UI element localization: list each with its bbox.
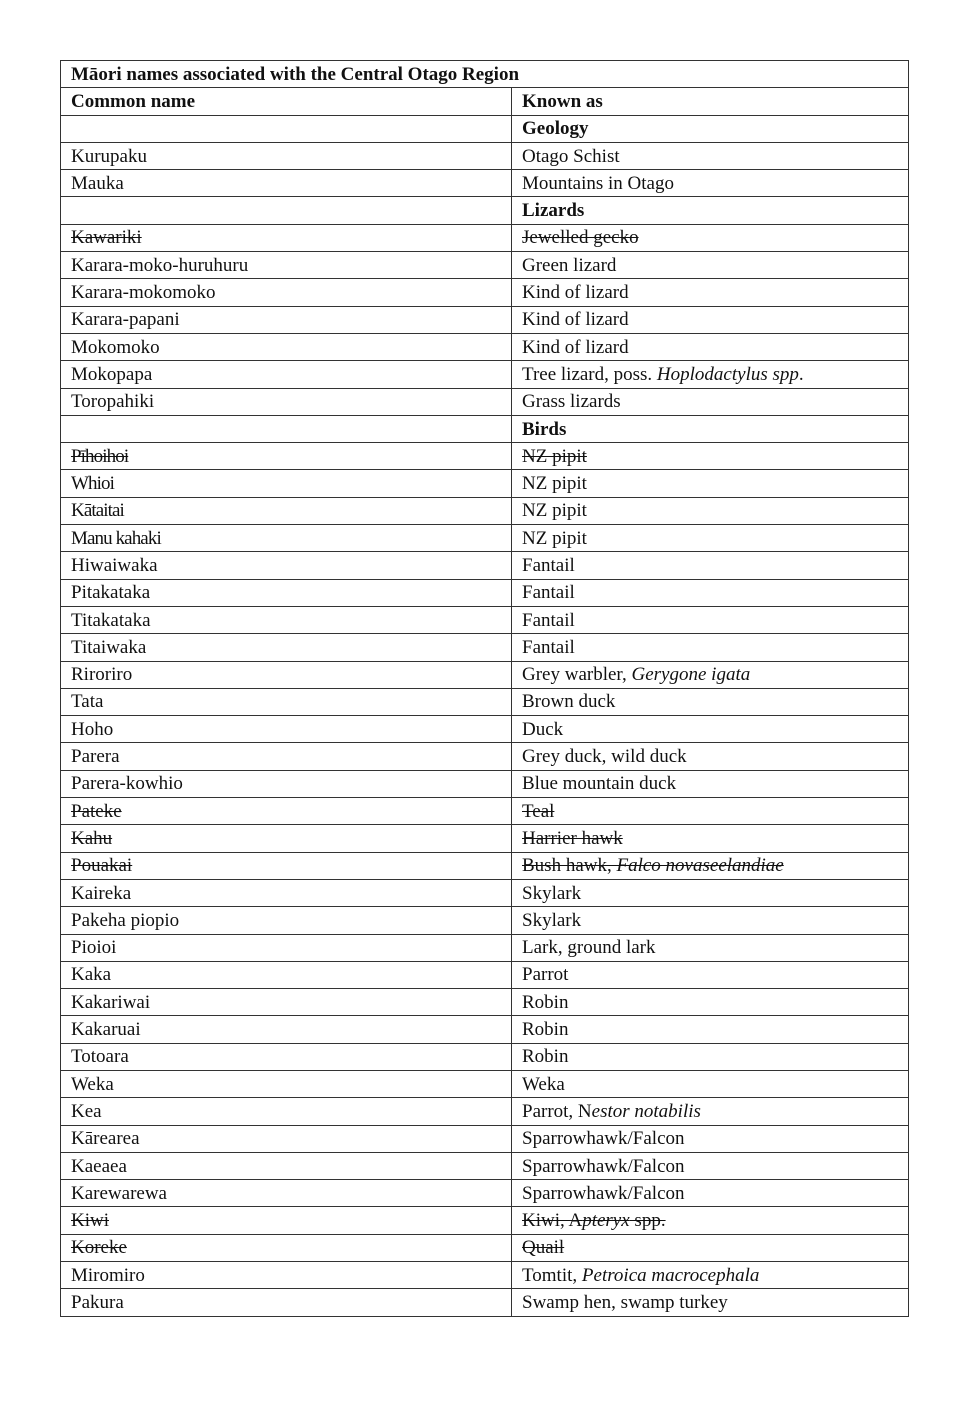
section-blank-cell: [61, 415, 512, 442]
table-row: [61, 770, 909, 797]
known-as-cell: [512, 634, 909, 661]
common-name-cell: Mokomoko: [61, 333, 512, 360]
table-row: [61, 224, 909, 251]
title-row: [61, 61, 909, 88]
section-row: [61, 415, 909, 442]
header-common-name: Common name: [61, 88, 512, 115]
known-as-cell: [512, 961, 909, 988]
known-as-cell: [512, 606, 909, 633]
known-as-cell: [512, 579, 909, 606]
scientific-name: Hoplodactylus spp: [656, 363, 799, 385]
known-as-cell: [512, 879, 909, 906]
known-as-text: Kind of lizard: [522, 282, 629, 304]
common-name-cell: Hiwaiwaka: [61, 552, 512, 579]
table-row: [61, 170, 909, 197]
table-row: [61, 1180, 909, 1207]
table-row: [61, 743, 909, 770]
table-row: [61, 361, 909, 388]
table-row: [61, 606, 909, 633]
known-as-text: NZ pipit: [522, 445, 587, 467]
known-as-text: Grey warbler,: [522, 664, 632, 686]
known-as-cell: [512, 525, 909, 552]
section-row: [61, 115, 909, 142]
scientific-name: Gerygone igata: [631, 664, 751, 686]
known-as-cell: [512, 825, 909, 852]
common-name-cell: Tata: [61, 688, 512, 715]
common-name-cell: Karara-papani: [61, 306, 512, 333]
table-row: [61, 879, 909, 906]
known-as-text: .: [798, 363, 804, 385]
known-as-cell: [512, 989, 909, 1016]
common-name-cell: Kahu: [61, 825, 512, 852]
common-name-cell: Pateke: [61, 798, 512, 825]
known-as-text: Quail: [522, 1237, 565, 1259]
common-name-cell: Koreke: [61, 1234, 512, 1261]
common-name-cell: Weka: [61, 1070, 512, 1097]
known-as-cell: [512, 361, 909, 388]
known-as-cell: [512, 1125, 909, 1152]
table-row: [61, 1207, 909, 1234]
table-row: [61, 1016, 909, 1043]
table-row: [61, 716, 909, 743]
known-as-cell: [512, 388, 909, 415]
common-name-cell: Titaiwaka: [61, 634, 512, 661]
known-as-text: Duck: [522, 718, 564, 740]
known-as-cell: [512, 552, 909, 579]
known-as-text: Fantail: [522, 636, 575, 658]
known-as-text: Robin: [522, 1046, 569, 1068]
known-as-text: Grass lizards: [522, 391, 621, 413]
common-name-cell: Kawariki: [61, 224, 512, 251]
header-row: [61, 88, 909, 115]
known-as-cell: [512, 907, 909, 934]
known-as-cell: [512, 1262, 909, 1289]
common-name-cell: Pitakataka: [61, 579, 512, 606]
known-as-text: NZ pipit: [522, 500, 587, 522]
known-as-text: Parrot: [522, 964, 569, 986]
known-as-cell: [512, 1180, 909, 1207]
table-row: [61, 688, 909, 715]
known-as-cell: [512, 1070, 909, 1097]
known-as-text: Robin: [522, 1019, 569, 1041]
common-name-cell: Pakeha piopio: [61, 907, 512, 934]
header-known-as: Known as: [512, 88, 909, 115]
known-as-text: Skylark: [522, 882, 582, 904]
common-name-cell: Toropahiki: [61, 388, 512, 415]
table-row: [61, 989, 909, 1016]
common-name-cell: Kea: [61, 1098, 512, 1125]
known-as-cell: [512, 1016, 909, 1043]
section-heading: Geology: [512, 115, 909, 142]
common-name-cell: Pakura: [61, 1289, 512, 1316]
known-as-cell: [512, 443, 909, 470]
known-as-text: Sparrowhawk/Falcon: [522, 1155, 685, 1177]
common-name-cell: Totoara: [61, 1043, 512, 1070]
table-row: [61, 497, 909, 524]
known-as-cell: [512, 934, 909, 961]
common-name-cell: Kurupaku: [61, 142, 512, 169]
common-name-cell: Karara-moko-huruhuru: [61, 252, 512, 279]
common-name-cell: Whioi: [61, 470, 512, 497]
common-name-cell: Kaeaea: [61, 1152, 512, 1179]
known-as-text: Green lizard: [522, 254, 617, 276]
known-as-text: Kind of lizard: [522, 336, 629, 358]
known-as-cell: [512, 688, 909, 715]
table-row: [61, 1262, 909, 1289]
common-name-cell: Titakataka: [61, 606, 512, 633]
section-row: [61, 197, 909, 224]
common-name-cell: Kaka: [61, 961, 512, 988]
table-row: [61, 1098, 909, 1125]
known-as-cell: [512, 770, 909, 797]
known-as-text: Blue mountain duck: [522, 773, 677, 795]
common-name-cell: Karara-mokomoko: [61, 279, 512, 306]
known-as-cell: [512, 142, 909, 169]
table-row: [61, 1070, 909, 1097]
common-name-cell: Miromiro: [61, 1262, 512, 1289]
known-as-cell: [512, 170, 909, 197]
known-as-cell: [512, 1207, 909, 1234]
table-row: [61, 634, 909, 661]
common-name-cell: Kātaitai: [61, 497, 512, 524]
table-row: [61, 907, 909, 934]
common-name-cell: Pīhoihoi: [61, 443, 512, 470]
common-name-cell: Kārearea: [61, 1125, 512, 1152]
scientific-name: estor notabilis: [591, 1100, 701, 1122]
table-row: [61, 142, 909, 169]
known-as-text: NZ pipit: [522, 473, 587, 495]
known-as-cell: [512, 224, 909, 251]
table-title: Māori names associated with the Central Otago Region: [61, 61, 909, 88]
table-row: [61, 1234, 909, 1261]
table-row: [61, 470, 909, 497]
common-name-cell: Mauka: [61, 170, 512, 197]
known-as-cell: [512, 716, 909, 743]
table-row: [61, 1289, 909, 1316]
known-as-cell: [512, 1234, 909, 1261]
known-as-text: Teal: [522, 800, 555, 822]
known-as-text: Fantail: [522, 554, 575, 576]
known-as-text: Otago Schist: [522, 145, 620, 167]
known-as-text: Brown duck: [522, 691, 616, 713]
scientific-name: pteryx: [582, 1210, 630, 1232]
known-as-cell: [512, 1098, 909, 1125]
common-name-cell: Manu kahaki: [61, 525, 512, 552]
table-row: [61, 525, 909, 552]
table-row: [61, 934, 909, 961]
known-as-text: Tomtit,: [522, 1264, 582, 1286]
common-name-cell: Mokopapa: [61, 361, 512, 388]
known-as-cell: [512, 661, 909, 688]
known-as-text: NZ pipit: [522, 527, 587, 549]
known-as-text: Tree lizard, poss.: [522, 363, 657, 385]
common-name-cell: Hoho: [61, 716, 512, 743]
known-as-text: Grey duck, wild duck: [522, 746, 687, 768]
table-row: [61, 552, 909, 579]
common-name-cell: Parera-kowhio: [61, 770, 512, 797]
known-as-cell: [512, 279, 909, 306]
common-name-cell: Karewarewa: [61, 1180, 512, 1207]
known-as-text: Swamp hen, swamp turkey: [522, 1292, 728, 1313]
known-as-text: Lark, ground lark: [522, 937, 656, 959]
table-row: [61, 306, 909, 333]
common-name-cell: Riroriro: [61, 661, 512, 688]
known-as-text: Robin: [522, 991, 569, 1013]
common-name-cell: Kakaruai: [61, 1016, 512, 1043]
known-as-text: Parrot, N: [522, 1100, 592, 1122]
common-name-cell: Kaireka: [61, 879, 512, 906]
table-row: [61, 798, 909, 825]
section-heading: Birds: [512, 415, 909, 442]
known-as-text: spp.: [629, 1210, 666, 1232]
common-name-cell: Pouakai: [61, 852, 512, 879]
known-as-cell: [512, 470, 909, 497]
section-blank-cell: [61, 115, 512, 142]
names-table: [60, 60, 909, 1317]
table-row: [61, 279, 909, 306]
table-row: [61, 443, 909, 470]
table-row: [61, 252, 909, 279]
section-blank-cell: [61, 197, 512, 224]
known-as-cell: [512, 306, 909, 333]
known-as-text: Jewelled gecko: [522, 227, 639, 249]
known-as-text: Sparrowhawk/Falcon: [522, 1128, 685, 1150]
table-row: [61, 1043, 909, 1070]
section-heading: Lizards: [512, 197, 909, 224]
common-name-cell: Kakariwai: [61, 989, 512, 1016]
known-as-text: Kind of lizard: [522, 309, 629, 331]
known-as-text: Fantail: [522, 582, 575, 604]
known-as-cell: [512, 852, 909, 879]
table-row: [61, 661, 909, 688]
known-as-cell: [512, 1152, 909, 1179]
known-as-text: Skylark: [522, 909, 582, 931]
known-as-cell: [512, 1043, 909, 1070]
known-as-text: Kiwi, A: [522, 1210, 583, 1232]
common-name-cell: Parera: [61, 743, 512, 770]
common-name-cell: Pioioi: [61, 934, 512, 961]
table-row: [61, 1152, 909, 1179]
table-body: [61, 61, 909, 1317]
table-row: [61, 825, 909, 852]
known-as-cell: [512, 798, 909, 825]
table-row: [61, 579, 909, 606]
table-row: [61, 333, 909, 360]
known-as-text: Harrier hawk: [522, 827, 623, 849]
known-as-text: Sparrowhawk/Falcon: [522, 1182, 685, 1204]
known-as-cell: [512, 497, 909, 524]
table-row: [61, 961, 909, 988]
known-as-text: Fantail: [522, 609, 575, 631]
known-as-text: Weka: [522, 1073, 565, 1095]
known-as-cell: [512, 252, 909, 279]
known-as-text: Mountains in Otago: [522, 172, 674, 194]
known-as-cell: [512, 1289, 909, 1316]
common-name-cell: Kiwi: [61, 1207, 512, 1234]
table-row: [61, 1125, 909, 1152]
known-as-text: Bush hawk,: [522, 855, 617, 877]
scientific-name: Falco novaseelandiae: [616, 855, 784, 877]
table-row: [61, 388, 909, 415]
known-as-cell: [512, 333, 909, 360]
known-as-cell: [512, 743, 909, 770]
scientific-name: Petroica macrocephala: [581, 1264, 760, 1286]
table-row: [61, 852, 909, 879]
